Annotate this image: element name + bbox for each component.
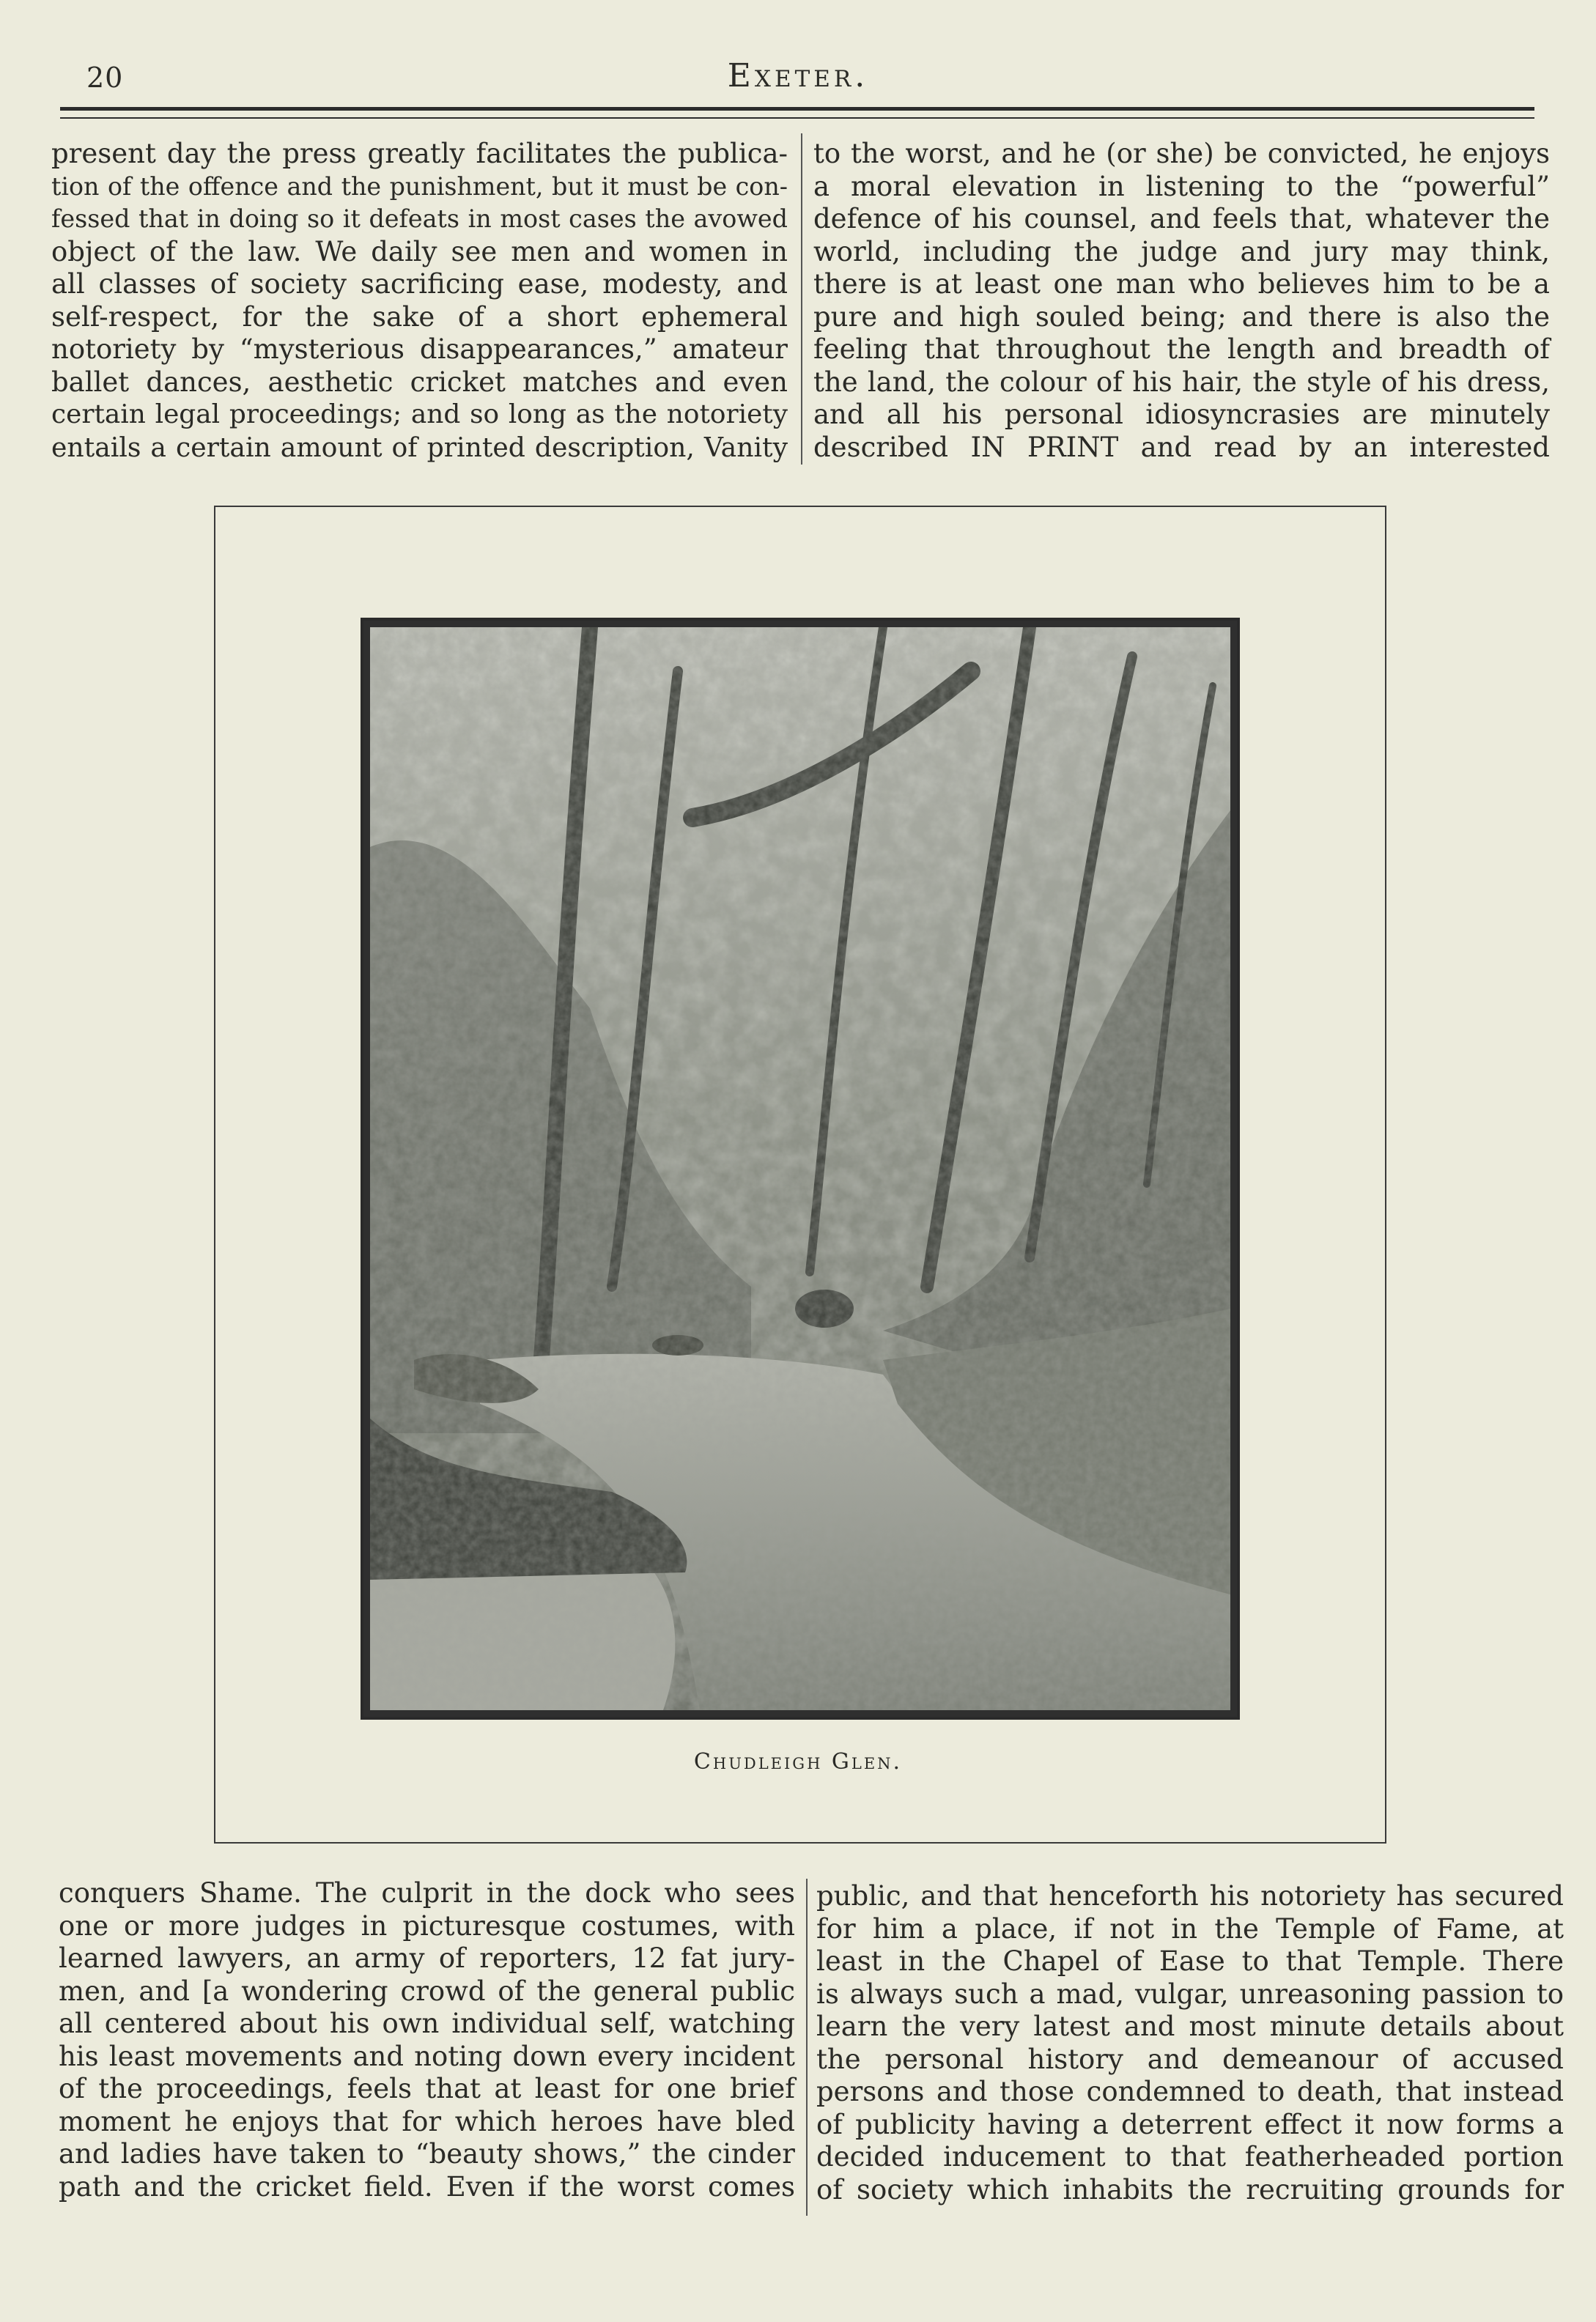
text-line: described IN PRINT and read by an interested [813,431,1550,463]
text-line: entails a certain amount of printed description, Vanity [51,431,788,463]
text-line: of publicity having a deterrent effect it now forms a [816,2108,1564,2140]
figure-caption: Chudleigh Glen. [693,1749,903,1775]
text-line: tion of the offence and the punishment, but it must be con- [51,171,788,201]
text-line: for him a place, if not in the Temple of Fame, at [816,1912,1564,1945]
text-line: one or more judges in picturesque costumes, with [59,1909,795,1942]
text-line: world, including the judge and jury may think, [813,235,1550,267]
text-line: moment he enjoys that for which heroes have bled [59,2105,795,2137]
running-title: Exeter. [727,57,869,95]
text-line: ballet dances, aesthetic cricket matches and even [51,366,788,398]
text-line: the personal history and demeanour of accused [816,2043,1564,2075]
text-line: all classes of society sacrificing ease, modesty, and [51,268,788,300]
bottom-right-column [816,1880,1564,2206]
page-number: 20 [86,62,124,94]
top-right-column [813,138,1550,464]
text-line: conquers Shame. The culprit in the dock who sees [59,1877,795,1909]
text-line: his least movements and noting down every incident [59,2040,795,2072]
header-rule-thin [60,117,1534,119]
text-line: there is at least one man who believes him to be a [813,268,1550,300]
header-rule-thick [60,107,1534,111]
text-line: the land, the colour of his hair, the style of his dress, [813,366,1550,398]
column-divider [801,133,802,465]
text-line: fessed that in doing so it defeats in most cases the avowed [51,204,788,233]
text-line: decided inducement to that featherheaded portion [816,2141,1564,2173]
text-line: least in the Chapel of Ease to that Temple. There [816,1945,1564,1977]
text-line: learned lawyers, an army of reporters, 12 fat jury- [59,1942,795,1974]
text-line: persons and those condemned to death, that instead [816,2076,1564,2107]
text-line: notoriety by “mysterious disappearances,” amateur [51,333,788,365]
text-line: and all his personal idiosyncrasies are minutely [813,399,1550,430]
text-line: object of the law. We daily see men and women in [51,235,788,267]
text-line: and ladies have taken to “beauty shows,” the cinder [59,2138,795,2170]
text-line: all centered about his own individual self, watching [59,2008,795,2039]
text-line: learn the very latest and most minute details about [816,2011,1564,2042]
text-line: path and the cricket field. Even if the worst comes [59,2170,795,2203]
text-line: men, and [a wondering crowd of the general public [59,1975,795,2007]
bottom-left-column [59,1877,795,2203]
text-line: present day the press greatly facilitates the publica- [51,138,788,169]
text-line: certain legal proceedings; and so long as the notoriety [51,399,788,429]
text-line: feeling that throughout the length and breadth of [813,333,1550,365]
text-line: is always such a mad, vulgar, unreasoning passion to [816,1978,1564,2010]
text-line: of society which inhabits the recruiting grounds for [816,2173,1564,2205]
text-line: pure and high souled being; and there is also the [813,300,1550,333]
glen-photograph [370,627,1230,1710]
top-left-column [51,138,788,464]
text-line: a moral elevation in listening to the “powerful” [813,170,1550,202]
text-line: self-respect, for the sake of a short ephemeral [51,300,788,333]
text-line: public, and that henceforth his notoriety has secured [816,1880,1564,1912]
column-divider [806,1879,808,2216]
text-line: to the worst, and he (or she) be convicted, he enjoys [813,138,1550,169]
text-line: defence of his counsel, and feels that, whatever the [813,203,1550,234]
text-line: of the proceedings, feels that at least for one brief [59,2073,795,2104]
